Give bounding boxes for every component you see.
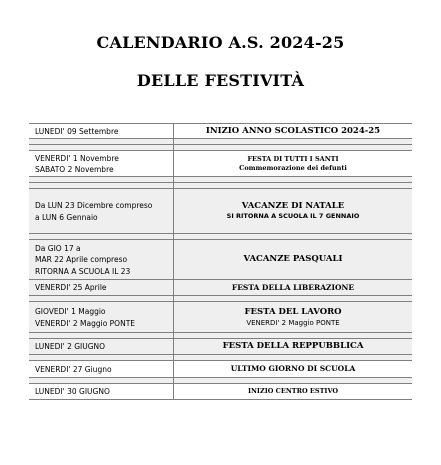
table-row bbox=[29, 383, 412, 400]
event-title: INIZIO ANNO SCOLASTICO 2024-25 bbox=[205, 125, 381, 136]
date-cell bbox=[29, 189, 173, 233]
event-title: VACANZE DI NATALE bbox=[241, 201, 345, 211]
separator-row bbox=[29, 295, 412, 301]
event-title: FESTA DELLA REPPUBBLICA bbox=[222, 341, 364, 351]
date-cell bbox=[29, 339, 173, 354]
table-row bbox=[29, 279, 412, 295]
table-row bbox=[29, 123, 412, 138]
event-cell bbox=[173, 189, 412, 233]
event-cell bbox=[173, 361, 412, 377]
event-title: INIZIO CENTRO ESTIVO bbox=[247, 387, 339, 395]
date-text: VENERDI' 2 Maggio PONTE bbox=[35, 318, 136, 328]
event-subtitle: VENERDI' 2 Maggio PONTE bbox=[246, 318, 340, 327]
date-text: a LUN 6 Gennaio bbox=[35, 212, 98, 222]
separator-row bbox=[29, 176, 412, 182]
event-cell bbox=[173, 280, 412, 295]
date-text: Da LUN 23 Dicembre compreso bbox=[35, 201, 153, 210]
date-text: RITORNA A SCUOLA IL 23 bbox=[35, 266, 131, 276]
date-cell bbox=[29, 302, 173, 332]
date-cell bbox=[29, 361, 173, 377]
date-text: VENERDI' 27 Giugno bbox=[35, 364, 112, 374]
date-text: VENERDI' 25 Aprile bbox=[35, 283, 107, 293]
table-row bbox=[29, 150, 412, 176]
date-cell bbox=[29, 280, 173, 295]
date-text: LUNEDI' 30 GIUGNO bbox=[35, 387, 110, 397]
event-subtitle: SI RITORNA A SCUOLA IL 7 GENNAIO bbox=[226, 212, 360, 220]
event-subtitle: Commemorazione dei defunti bbox=[239, 163, 347, 172]
event-cell bbox=[173, 302, 412, 332]
date-text: LUNEDI' 09 Settembre bbox=[35, 126, 119, 136]
event-cell bbox=[173, 124, 412, 138]
event-cell bbox=[173, 240, 412, 279]
table-row bbox=[29, 239, 412, 279]
table-row bbox=[29, 360, 412, 377]
date-text: VENERDI' 1 Novembre bbox=[35, 153, 119, 163]
event-cell bbox=[173, 384, 412, 399]
date-text: Da GIO 17 a bbox=[35, 243, 81, 253]
date-cell bbox=[29, 384, 173, 399]
separator-row bbox=[29, 332, 412, 338]
date-text: LUNEDI' 2 GIUGNO bbox=[35, 342, 106, 352]
event-title: ULTIMO GIORNO DI SCUOLA bbox=[230, 364, 356, 373]
table-row bbox=[29, 301, 412, 332]
document-title: CALENDARIO A.S. 2024-25 bbox=[96, 33, 345, 52]
table-row bbox=[29, 338, 412, 354]
date-text: GIOVEDI' 1 Maggio bbox=[35, 307, 106, 316]
date-text: MAR 22 Aprile compreso bbox=[35, 255, 128, 265]
separator-row bbox=[29, 377, 412, 383]
event-title: FESTA DI TUTTI I SANTI bbox=[247, 154, 339, 163]
event-title: VACANZE PASQUALI bbox=[243, 254, 343, 264]
separator-row bbox=[29, 233, 412, 239]
date-text: SABATO 2 Novembre bbox=[35, 165, 114, 174]
event-title: FESTA DEL LAVORO bbox=[244, 306, 342, 317]
table-row bbox=[29, 188, 412, 233]
event-title: FESTA DELLA LIBERAZIONE bbox=[231, 282, 355, 292]
separator-row bbox=[29, 144, 412, 150]
date-cell bbox=[29, 151, 173, 176]
date-cell bbox=[29, 124, 173, 138]
event-cell bbox=[173, 339, 412, 354]
holiday-calendar-table bbox=[29, 123, 412, 400]
separator-row bbox=[29, 182, 412, 188]
event-cell bbox=[173, 151, 412, 176]
date-cell bbox=[29, 240, 173, 279]
separator-row bbox=[29, 354, 412, 360]
document-subtitle: DELLE FESTIVITÀ bbox=[136, 71, 305, 90]
separator-row bbox=[29, 138, 412, 144]
